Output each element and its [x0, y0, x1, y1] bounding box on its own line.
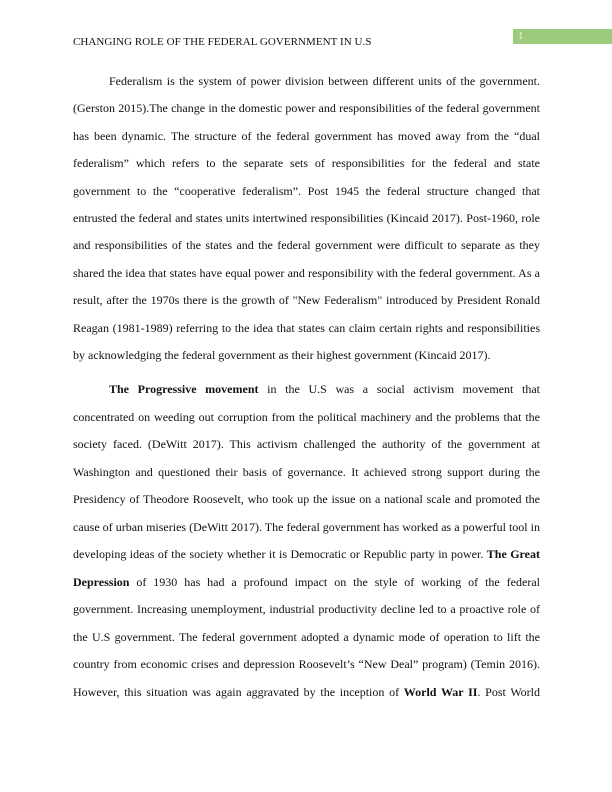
paragraph-2-line: [73, 520, 540, 534]
paragraph-2-line: [73, 492, 540, 506]
paragraph-1-line: [73, 348, 540, 362]
text-run: by acknowledging the federal government as their highest government (Kincaid 2017).: [73, 348, 491, 362]
paragraph-2-line: [73, 657, 540, 671]
paragraph-2-line: [73, 382, 540, 396]
text-run: Presidency of Theodore Roosevelt, who took up the issue on a national scale and promoted the: [73, 492, 540, 506]
text-run: society faced. (DeWitt 2017). This activism challenged the authority of the government at: [73, 437, 540, 451]
running-header: CHANGING ROLE OF THE FEDERAL GOVERNMENT IN U.S: [73, 36, 372, 48]
paragraph-1-line: [73, 321, 540, 335]
paragraph-1-line: [73, 238, 540, 252]
paragraph-1-line: [73, 74, 540, 88]
paragraph-1-line: [73, 156, 540, 170]
text-run: . Post World: [477, 684, 541, 699]
text-run: government to the “cooperative federalism”. Post 1945 the federal structure changed that: [73, 183, 540, 198]
paragraph-2-line: [73, 437, 540, 451]
text-run: (Gerston 2015).The change in the domestic power and responsibilities of the federal government: [73, 101, 540, 116]
bold-term: World War II: [403, 684, 478, 699]
paragraph-1-line: [73, 211, 540, 225]
text-run: federalism” which refers to the separate sets of responsibilities for the federal and state: [73, 156, 540, 171]
paragraph-2-line: [73, 575, 540, 589]
page-number: 1: [513, 29, 612, 44]
paragraph-2-line: [73, 685, 540, 699]
text-run: Federalism is the system of power division between different units of the government.: [109, 74, 540, 88]
text-run: result, after the 1970s there is the growth of "New Federalism" introduced by President Ronald: [73, 293, 540, 308]
paragraph-2-line: [73, 602, 540, 616]
paragraph-1-line: [73, 293, 540, 307]
text-run: country from economic crises and depression Roosevelt’s “New Deal” program) (Temin 2016).: [73, 657, 540, 671]
paragraph-2-line: [73, 547, 540, 561]
text-run: in the U.S was a social activism movement that: [258, 382, 540, 396]
text-run: shared the idea that states have equal power and responsibility with the federal government. As a: [73, 265, 540, 280]
text-run: the U.S government. The federal government adopted a dynamic mode of operation to lift the: [73, 629, 540, 644]
text-run: Reagan (1981-1989) referring to the idea that states can claim certain rights and responsibilities: [73, 320, 540, 335]
paragraph-1-line: [73, 266, 540, 280]
text-run: Washington and questioned their basis of governance. It achieved strong support during the: [73, 464, 540, 479]
paragraph-1-line: [73, 129, 540, 143]
text-run: developing ideas of the society whether it is Democratic or Republic party in power.: [73, 547, 487, 561]
text-run: and responsibilities of the states and the federal government were difficult to separate as they: [73, 238, 540, 253]
bold-term: The Progressive movement: [109, 382, 259, 396]
bold-term: Depression: [73, 574, 130, 589]
paragraph-1-line: [73, 184, 540, 198]
paragraph-2-line: [73, 410, 540, 424]
text-run: cause of urban miseries (DeWitt 2017). The federal government has worked as a powerful tool in: [73, 519, 540, 534]
text-run: However, this situation was again aggravated by the inception of: [73, 684, 404, 699]
text-run: concentrated on weeding out corruption from the political machinery and the problems that the: [73, 409, 540, 424]
text-run: of 1930 has had a profound impact on the style of working of the federal: [129, 574, 540, 589]
bold-term: The Great: [486, 547, 540, 561]
text-run: has been dynamic. The structure of the federal government has moved away from the “dual: [73, 128, 540, 143]
paragraph-1-line: [73, 101, 540, 115]
text-run: government. Increasing unemployment, industrial productivity decline led to a proactive role of: [73, 602, 540, 616]
text-run: entrusted the federal and states units intertwined responsibilities (Kincaid 2017). Post-1960, role: [73, 211, 540, 225]
paragraph-2-line: [73, 630, 540, 644]
paragraph-2-line: [73, 465, 540, 479]
